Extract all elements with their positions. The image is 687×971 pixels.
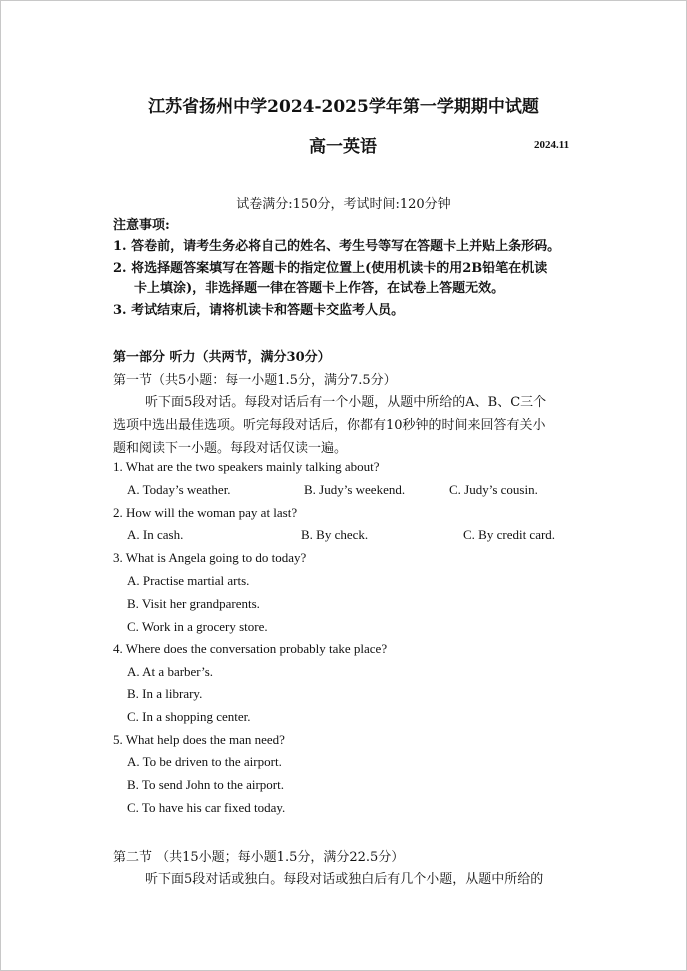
note-3: 3. 考试结束后，请将机读卡和答题卡交监考人员。 — [113, 303, 405, 318]
question-1-option-b: B. Judy’s weekend. — [304, 482, 406, 497]
question-3-option-c: C. Work in a grocery store. — [127, 619, 268, 634]
question-2-option-c: C. By credit card. — [463, 527, 556, 542]
note-1: 1. 答卷前，请考生务必将自己的姓名、考生号等写在答题卡上并贴上条形码。 — [113, 239, 561, 254]
section1-instruction-line-3: 题和阅读下一小题。每段对话仅读一遍。 — [113, 441, 348, 456]
question-3-option-b: B. Visit her grandparents. — [127, 596, 260, 611]
exam-date: 2024.11 — [534, 139, 570, 151]
question-5-option-a: A. To be driven to the airport. — [127, 754, 282, 769]
note-2-line-1: 2. 将选择题答案填写在答题卡的指定位置上(使用机读卡的用2B铅笔在机读 — [113, 261, 548, 276]
section2-instruction: 听下面5段对话或独白。每段对话或独白后有几个小题，从题中所给的 — [145, 872, 544, 887]
question-5-option-b: B. To send John to the airport. — [127, 777, 285, 792]
note-2-line-2: 卡上填涂)，非选择题一律在答题卡上作答，在试卷上答题无效。 — [134, 281, 505, 296]
question-5-option-c: C. To have his car fixed today. — [127, 800, 286, 815]
question-1-stem: 1. What are the two speakers mainly talking about? — [113, 459, 380, 474]
question-2-stem: 2. How will the woman pay at last? — [113, 505, 298, 520]
section2-heading: 第二节 （共15小题；每小题1.5分，满分22.5分） — [113, 850, 405, 865]
question-1-option-a: A. Today’s weather. — [127, 482, 231, 497]
question-3-stem: 3. What is Angela going to do today? — [113, 550, 307, 565]
question-1-option-c: C. Judy’s cousin. — [449, 482, 538, 497]
question-4-option-c: C. In a shopping center. — [127, 709, 251, 724]
question-4-stem: 4. Where does the conversation probably take place? — [113, 641, 388, 656]
section1-instruction-line-1: 听下面5段对话。每段对话后有一个小题，从题中所给的A、B、C三个 — [145, 395, 547, 410]
exam-title: 江苏省扬州中学2024-2025学年第一学期期中试题 — [148, 97, 539, 117]
question-4-option-a: A. At a barber’s. — [127, 664, 214, 679]
question-2-option-a: A. In cash. — [127, 527, 184, 542]
exam-subject: 高一英语 — [309, 137, 377, 157]
section1-instruction-line-2: 选项中选出最佳选项。听完每段对话后，你都有10秒钟的时间来回答有关小 — [113, 418, 546, 433]
section1-heading: 第一节（共5小题：每一小题1.5分，满分7.5分） — [113, 373, 397, 388]
notes-heading: 注意事项: — [113, 218, 170, 233]
question-5-stem: 5. What help does the man need? — [113, 732, 285, 747]
question-2-option-b: B. By check. — [301, 527, 369, 542]
question-3-option-a: A. Practise martial arts. — [127, 573, 250, 588]
exam-info: 试卷满分:150分，考试时间:120分钟 — [236, 197, 451, 212]
part1-heading: 第一部分 听力（共两节，满分30分） — [113, 350, 331, 365]
question-4-option-b: B. In a library. — [127, 686, 203, 701]
